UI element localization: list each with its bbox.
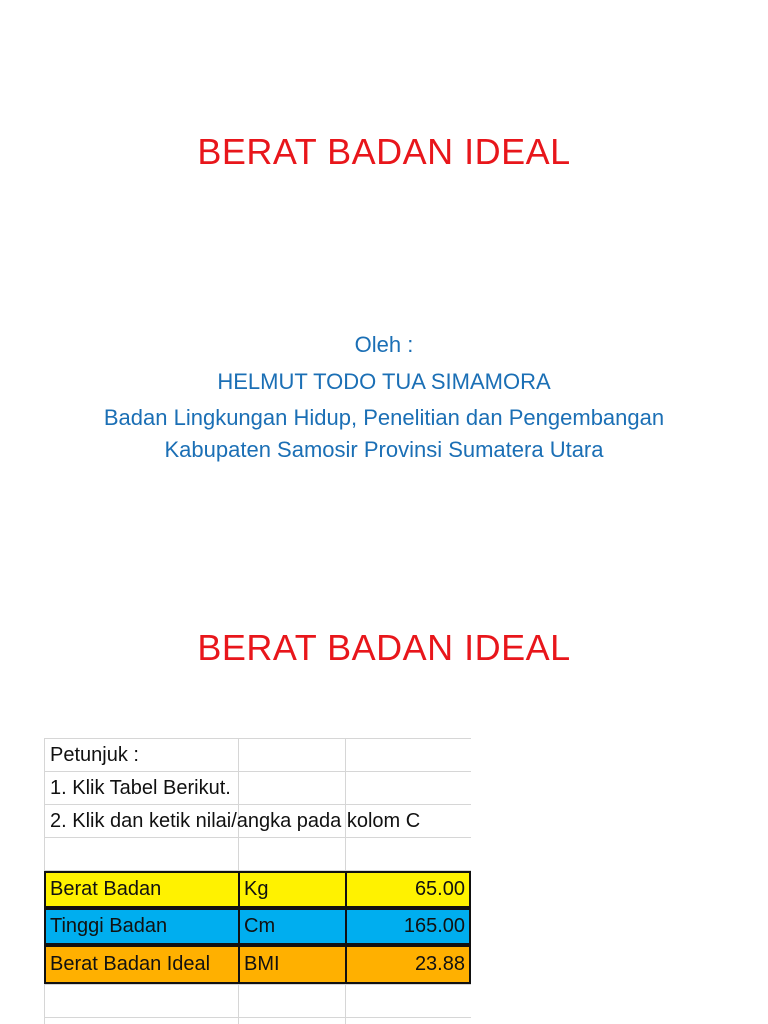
instruction-step-1: 1. Klik Tabel Berikut. bbox=[50, 777, 231, 799]
institution-line-1: Badan Lingkungan Hidup, Penelitian dan Pengembangan bbox=[103, 405, 665, 430]
grid-line bbox=[44, 1017, 471, 1018]
section-title: BERAT BADAN IDEAL bbox=[197, 627, 571, 668]
weight-unit-cell[interactable]: Kg bbox=[238, 871, 347, 908]
spreadsheet[interactable] bbox=[44, 738, 471, 1024]
ideal-unit-cell[interactable]: BMI bbox=[238, 945, 347, 984]
height-unit-cell[interactable]: Cm bbox=[238, 908, 347, 945]
byline-oleh: Oleh : bbox=[354, 332, 414, 357]
grid-line bbox=[44, 984, 471, 985]
weight-value-cell[interactable]: 65.00 bbox=[345, 871, 471, 908]
height-label-cell[interactable]: Tinggi Badan bbox=[44, 908, 240, 945]
author-name: HELMUT TODO TUA SIMAMORA bbox=[217, 369, 551, 394]
institution-line-2: Kabupaten Samosir Provinsi Sumatera Utara bbox=[164, 437, 604, 462]
ideal-label-cell[interactable]: Berat Badan Ideal bbox=[44, 945, 240, 984]
height-value-cell[interactable]: 165.00 bbox=[345, 908, 471, 945]
bmi-value-cell[interactable]: 23.88 bbox=[345, 945, 471, 984]
instruction-heading: Petunjuk : bbox=[50, 744, 139, 766]
weight-label-cell[interactable]: Berat Badan bbox=[44, 871, 240, 908]
page-title: BERAT BADAN IDEAL bbox=[197, 131, 571, 172]
instruction-step-2: 2. Klik dan ketik nilai/angka pada kolom C bbox=[50, 810, 421, 832]
